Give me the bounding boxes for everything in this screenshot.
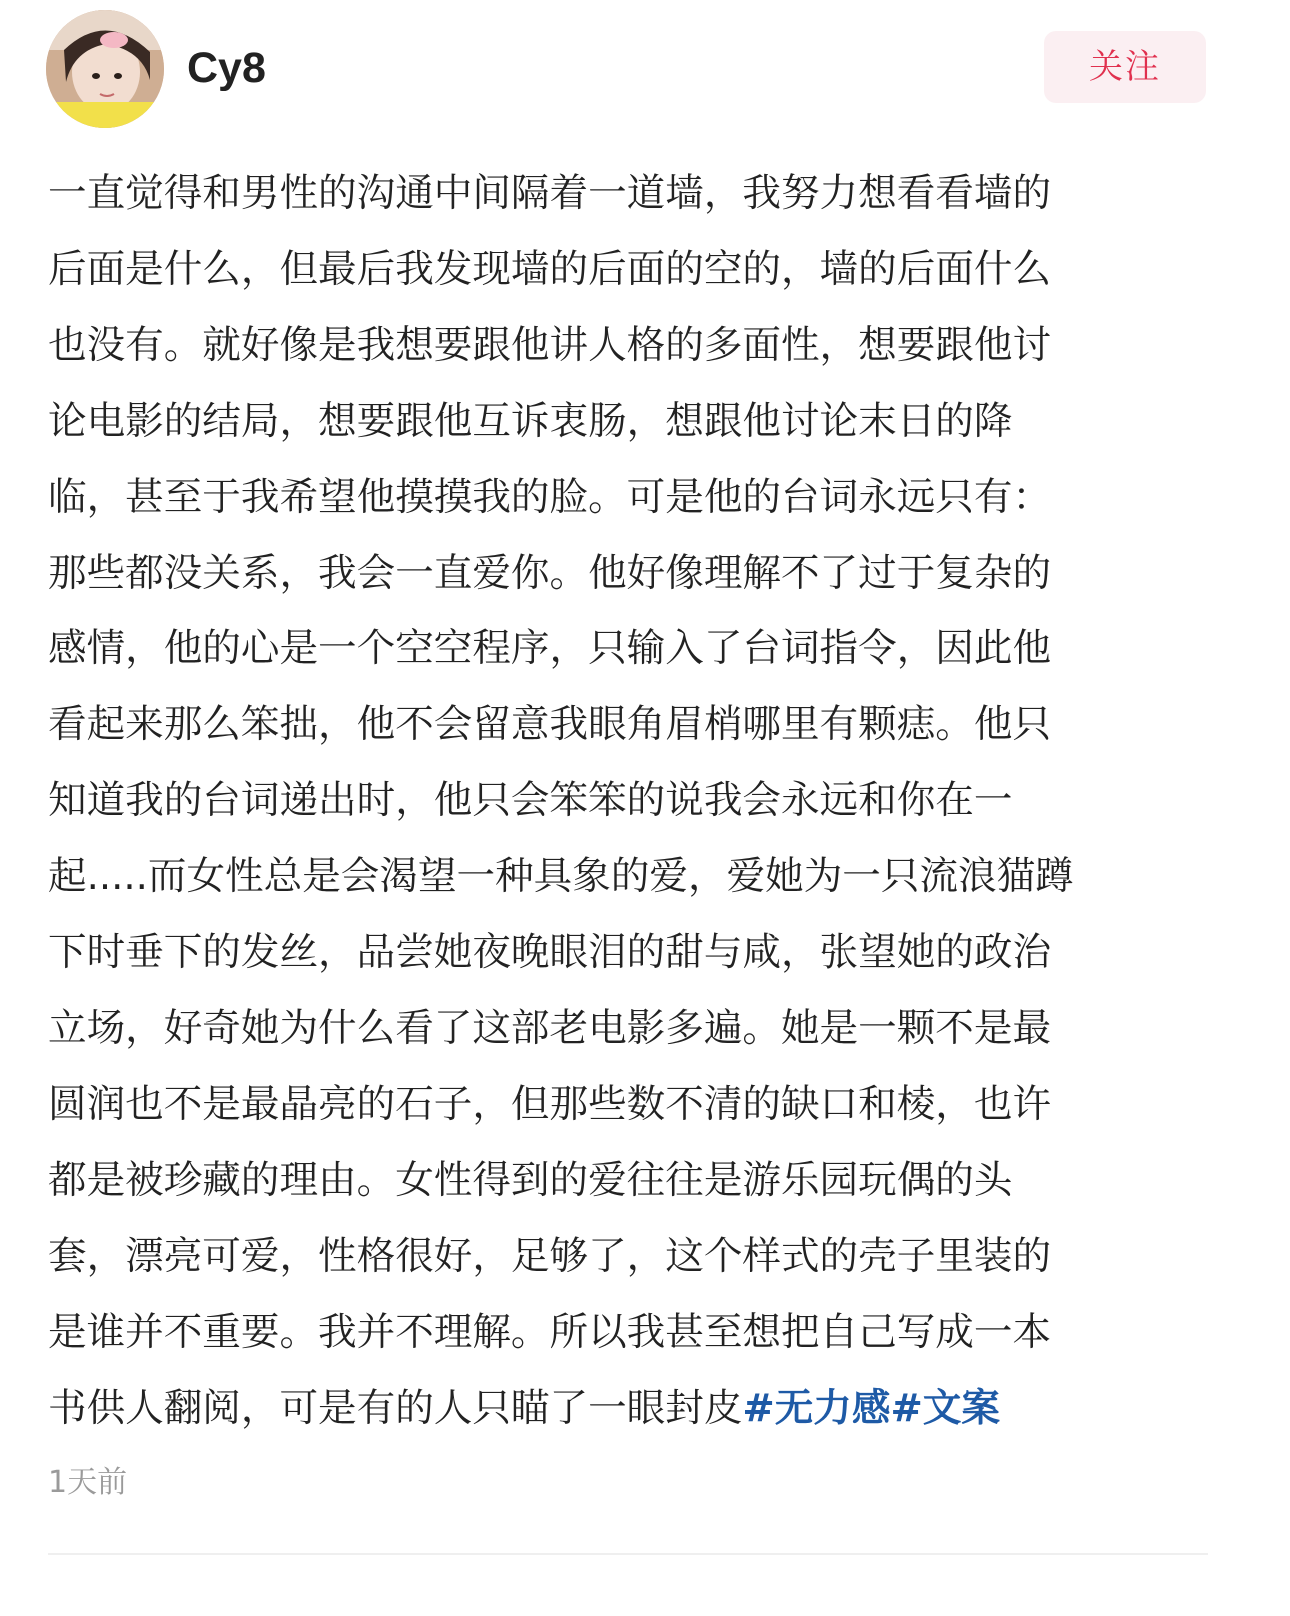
divider	[48, 1553, 1208, 1555]
post-line: 立场，好奇她为什么看了这部老电影多遍。她是一颗不是最	[48, 1005, 1052, 1051]
avatar-image	[46, 10, 164, 128]
post-line: 一直觉得和男性的沟通中间隔着一道墙，我努力想看看墙的	[48, 171, 1052, 216]
post-line: 后面是什么，但最后我发现墙的后面的空的，墙的后面什么	[48, 246, 1052, 292]
post-line: 都是被珍藏的理由。女性得到的爱往往是游乐园玩偶的头	[48, 1157, 1013, 1203]
post-body	[48, 156, 1183, 1446]
post-last-line	[48, 1371, 1183, 1447]
post-line: 也没有。就好像是我想要跟他讲人格的多面性，想要跟他讨	[48, 322, 1052, 368]
post-header	[0, 0, 1290, 140]
post-line: 起.....而女性总是会渴望一种具象的爱，爱她为一只流浪猫蹲	[48, 854, 1074, 900]
post-line: 感情，他的心是一个空空程序，只输入了台词指令，因此他	[48, 626, 1052, 672]
post-line: 那些都没关系，我会一直爱你。他好像理解不了过于复杂的	[48, 550, 1052, 596]
follow-button[interactable]: 关注	[1044, 31, 1206, 103]
hashtag-link[interactable]: #文案	[890, 1385, 1000, 1431]
post-line: 是谁并不重要。我并不理解。所以我甚至想把自己写成一本	[48, 1309, 1052, 1355]
post-line: 下时垂下的发丝，品尝她夜晚眼泪的甜与咸，张望她的政治	[48, 930, 1052, 976]
post-line-text: 书供人翻阅，可是有的人只瞄了一眼封皮	[48, 1385, 743, 1431]
post-line: 套，漂亮可爱，性格很好，足够了，这个样式的壳子里装的	[48, 1233, 1052, 1279]
post-timestamp: 1天前	[48, 1465, 128, 1500]
username[interactable]: Cy8	[187, 44, 266, 92]
post-line: 论电影的结局，想要跟他互诉衷肠，想跟他讨论末日的降	[48, 398, 1013, 444]
post-line: 看起来那么笨拙，他不会留意我眼角眉梢哪里有颗痣。他只	[48, 702, 1052, 748]
post-line: 临，甚至于我希望他摸摸我的脸。可是他的台词永远只有：	[48, 474, 1052, 520]
avatar[interactable]	[46, 10, 164, 128]
post-line: 圆润也不是最晶亮的石子，但那些数不清的缺口和棱，也许	[48, 1081, 1052, 1127]
post-line: 知道我的台词递出时，他只会笨笨的说我会永远和你在一	[48, 778, 1013, 824]
hashtag-link[interactable]: #无力感	[742, 1385, 891, 1431]
